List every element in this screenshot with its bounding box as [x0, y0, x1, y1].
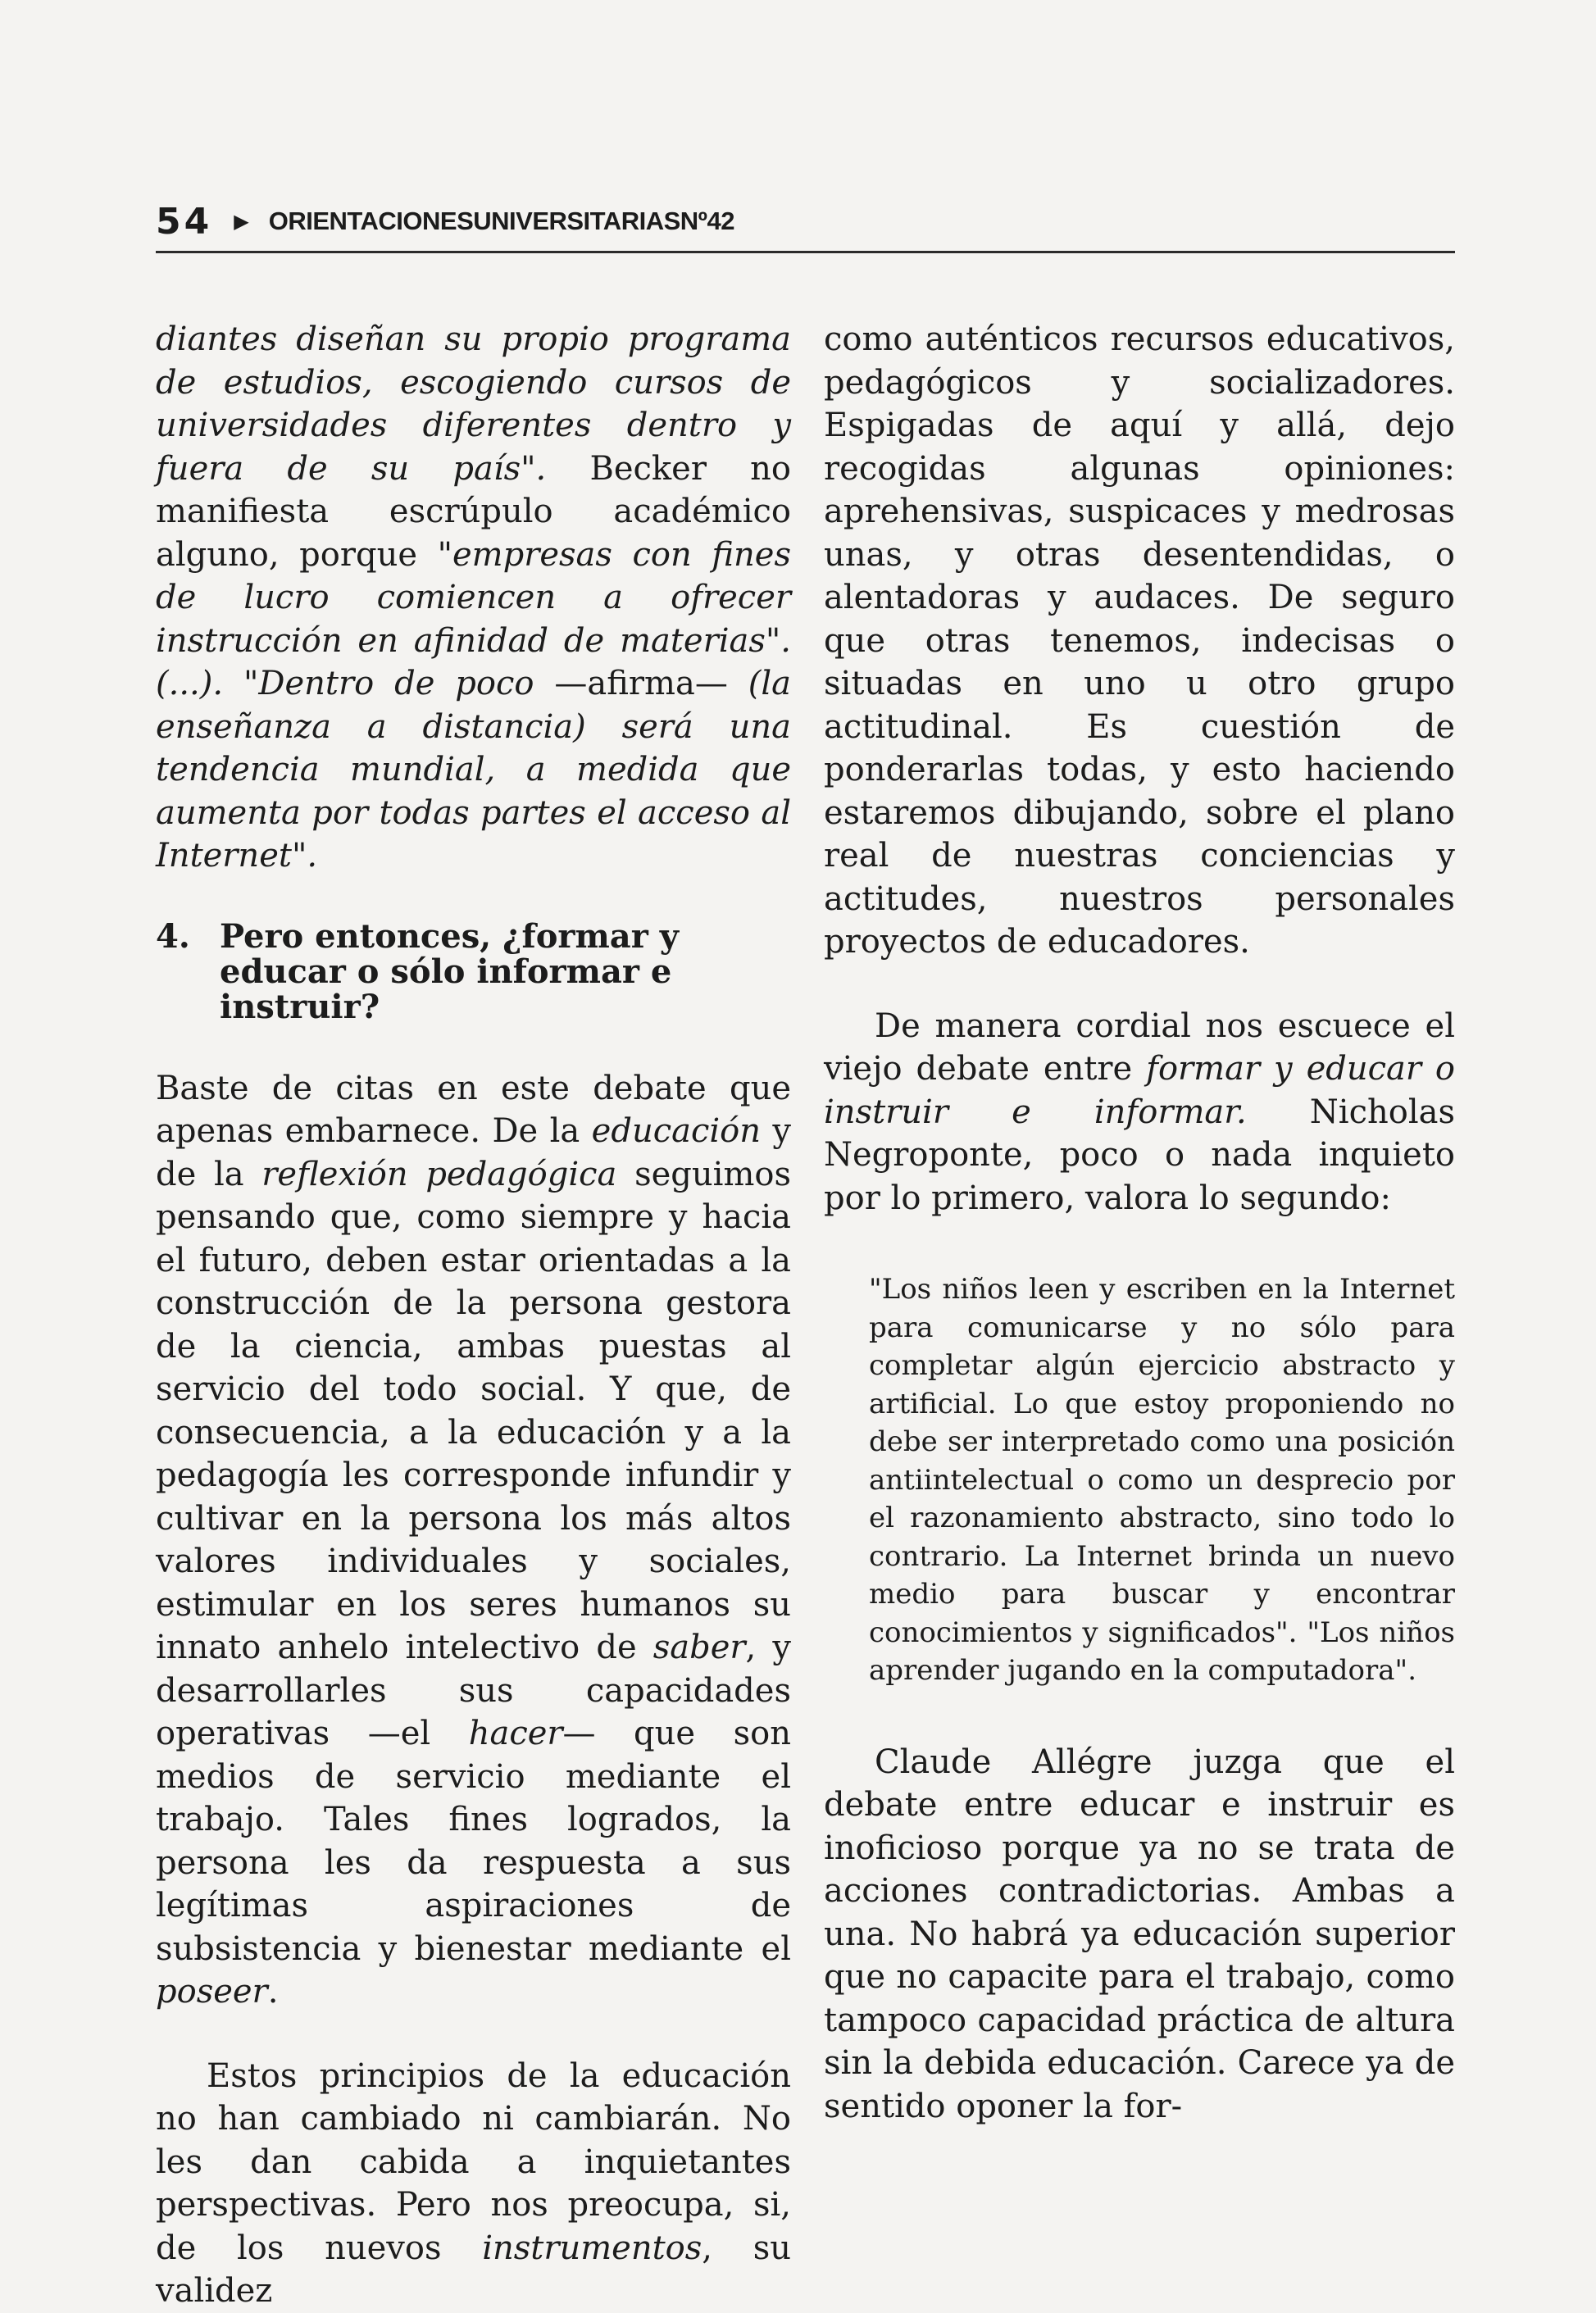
text-span: diantes diseñan su propio programa de estudios, escogiendo cursos de universidades diferentes dentro y fuera de su país". [156, 320, 791, 488]
page-number: 54 [156, 200, 213, 243]
paragraph-principios [156, 2055, 791, 2313]
paragraph-allegre: Claude Allégre juzga que el debate entre educar e instruir es inoficioso porque ya no se trata de acciones contradictorias. Ambas a una. No habrá ya educación superior que no capacite para el trabajo, como tampoco capacidad práctica de altura sin la debida educación. Carece ya de sentido oponer la for- [824, 1743, 1455, 2125]
section-heading [156, 916, 791, 1026]
text-span: Estos principios de la educación no han cambiado ni cambiarán. No les dan cabida a inquietantes perspectivas. Pero nos preocupa, si, de los nuevos [156, 2056, 791, 2267]
text-span: —afirma— [554, 665, 728, 702]
text-span: . [267, 1973, 279, 2011]
paragraph-citas [156, 1067, 791, 2014]
text-span: (la enseñanza a distancia) será una tendencia mundial, a medida que aumenta por todas partes el acceso al Internet". [156, 665, 791, 875]
journal-title: ORIENTACIONESUNIVERSITARIASNº42 [268, 207, 734, 235]
paragraph-negroponte [824, 1005, 1455, 1220]
text-span: Nicholas Negroponte, poco o nada inquieto por lo primero, valora lo segundo: [824, 1093, 1456, 1217]
text-span: instrumentos [482, 2229, 703, 2267]
text-span: — que son medios de servicio mediante el trabajo. Tales fines logrados, la persona les da respuesta a sus legítimas aspiraciones de subsistencia y bienestar mediante el [156, 1715, 791, 1968]
left-column [156, 318, 791, 2313]
text-span: reflexión pedagógica [261, 1155, 617, 1193]
text-span: seguimos pensando que, como siempre y hacia el futuro, deben estar orientadas a la construcción de la persona gestora de la ciencia, ambas puestas al servicio del todo social. Y que, de consecuencia, a la educación y a la pedagogía les corresponde infundir y cultivar en la persona los más altos valores individuales y sociales, estimular en los seres humanos su innato anhelo intelectivo de [156, 1155, 791, 1666]
text-span: "empresas con fines de lucro comiencen a ofrecer instrucción en afinidad de materias". (...). "Dentro de poco [156, 535, 791, 702]
text-span: poseer [156, 1973, 268, 2011]
text-span: Baste de citas en este debate que apenas embarnece. De la [156, 1069, 791, 1150]
text-span: y de la [156, 1112, 792, 1193]
section-number: 4. [156, 916, 190, 956]
text-span: , su validez [156, 2229, 792, 2310]
text-span: saber [652, 1629, 746, 1666]
text-span: Becker no manifiesta escrúpulo académico alguno, porque [156, 449, 791, 574]
text-span: formar y educar o instruir e informar. [824, 1050, 1456, 1131]
text-span: educación [591, 1112, 761, 1150]
right-column [824, 318, 1455, 2128]
paragraph-becker-quote [156, 318, 791, 878]
text-span: hacer [468, 1715, 563, 1752]
block-quote: "Los niños leen y escriben en la Internet para comunicarse y no sólo para completar algún ejercicio abstracto y artificial. Lo que estoy proponiendo no debe ser interpretado como una posición antiintelectual o como un desprecio por el razonamiento abstracto, sino todo lo contrario. La Internet brinda un nuevo medio para buscar y encontrar conocimientos y significados". "Los niños aprender jugando en la computadora". [869, 1273, 1455, 1687]
header-rule [156, 251, 1455, 253]
text-span: De manera cordial nos escuece el viejo debate entre [824, 1007, 1455, 1088]
running-header [156, 189, 1455, 254]
triangle-arrow-icon: ▶ [234, 210, 249, 233]
section-title: Pero entonces, ¿formar y educar o sólo informar e instruir? [220, 916, 679, 1026]
text-span: , y desarrollarles sus capacidades operativas —el [156, 1629, 791, 1752]
paragraph-recursos: como auténticos recursos educativos, pedagógicos y socializadores. Espigadas de aquí y allá, dejo recogidas algunas opiniones: aprehensivas, suspicaces y medrosas unas, y otras desentendidas, o alentadoras y audaces. De seguro que otras tenemos, indecisas o situadas en uno u otro grupo actitudinal. Es cuestión de ponderarlas todas, y esto haciendo estaremos dibujando, sobre el plano real de nuestras conciencias y actitudes, nuestros personales proyectos de educadores. [824, 320, 1455, 961]
